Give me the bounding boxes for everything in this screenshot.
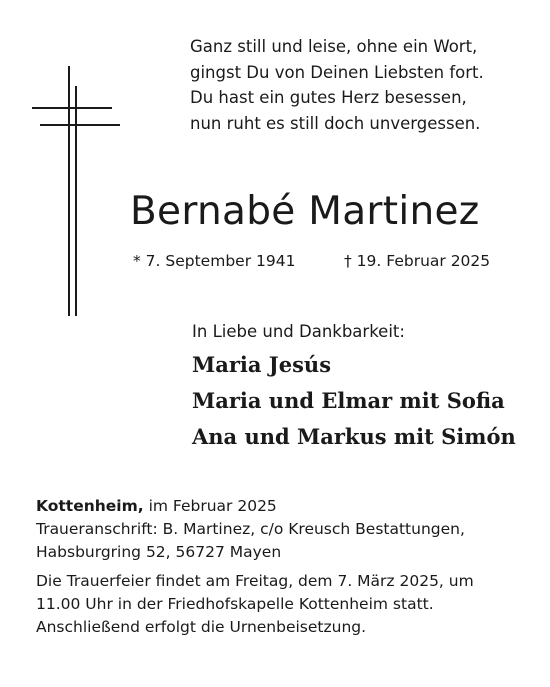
poem <box>190 34 530 136</box>
ceremony-line: Anschließend erfolgt die Urnenbeisetzung. <box>36 618 367 636</box>
cross-vertical-bar <box>75 86 77 316</box>
address-line: Traueranschrift: B. Martinez, c/o Kreusch Bestattungen, <box>36 520 465 538</box>
cross-vertical-bar <box>68 66 70 316</box>
address-line: Habsburgring 52, 56727 Mayen <box>36 543 282 561</box>
poem-line: gingst Du von Deinen Liebsten fort. <box>190 62 484 82</box>
mourner-name: Maria und Elmar mit Sofia <box>192 388 505 413</box>
death-date: † 19. Februar 2025 <box>344 252 491 270</box>
cross-horizontal-bar <box>40 124 120 126</box>
ceremony-line: 11.00 Uhr in der Friedhofskapelle Kottenheim statt. <box>36 595 434 613</box>
place-name: Kottenheim, <box>36 497 144 515</box>
cross-horizontal-bar <box>32 107 112 109</box>
poem-line: nun ruht es still doch unvergessen. <box>190 113 481 133</box>
poem-line: Du hast ein gutes Herz besessen, <box>190 88 467 107</box>
place-date-line <box>36 495 536 518</box>
cross-icon <box>32 66 122 316</box>
mourner-name: Ana und Markus mit Simón <box>192 424 516 449</box>
mourners-list <box>192 347 516 455</box>
mourner-name: Maria Jesús <box>192 352 332 377</box>
deceased-name: Bernabé Martinez <box>130 189 480 234</box>
mourners-intro: In Liebe und Dankbarkeit: <box>192 322 405 341</box>
birth-date: * 7. September 1941 <box>133 252 296 270</box>
poem-line: Ganz still und leise, ohne ein Wort, <box>190 37 478 56</box>
ceremony-line: Die Trauerfeier findet am Freitag, dem 7. März 2025, um <box>36 572 474 590</box>
notice-info <box>36 495 536 639</box>
notice-date: im Februar 2025 <box>143 497 277 515</box>
